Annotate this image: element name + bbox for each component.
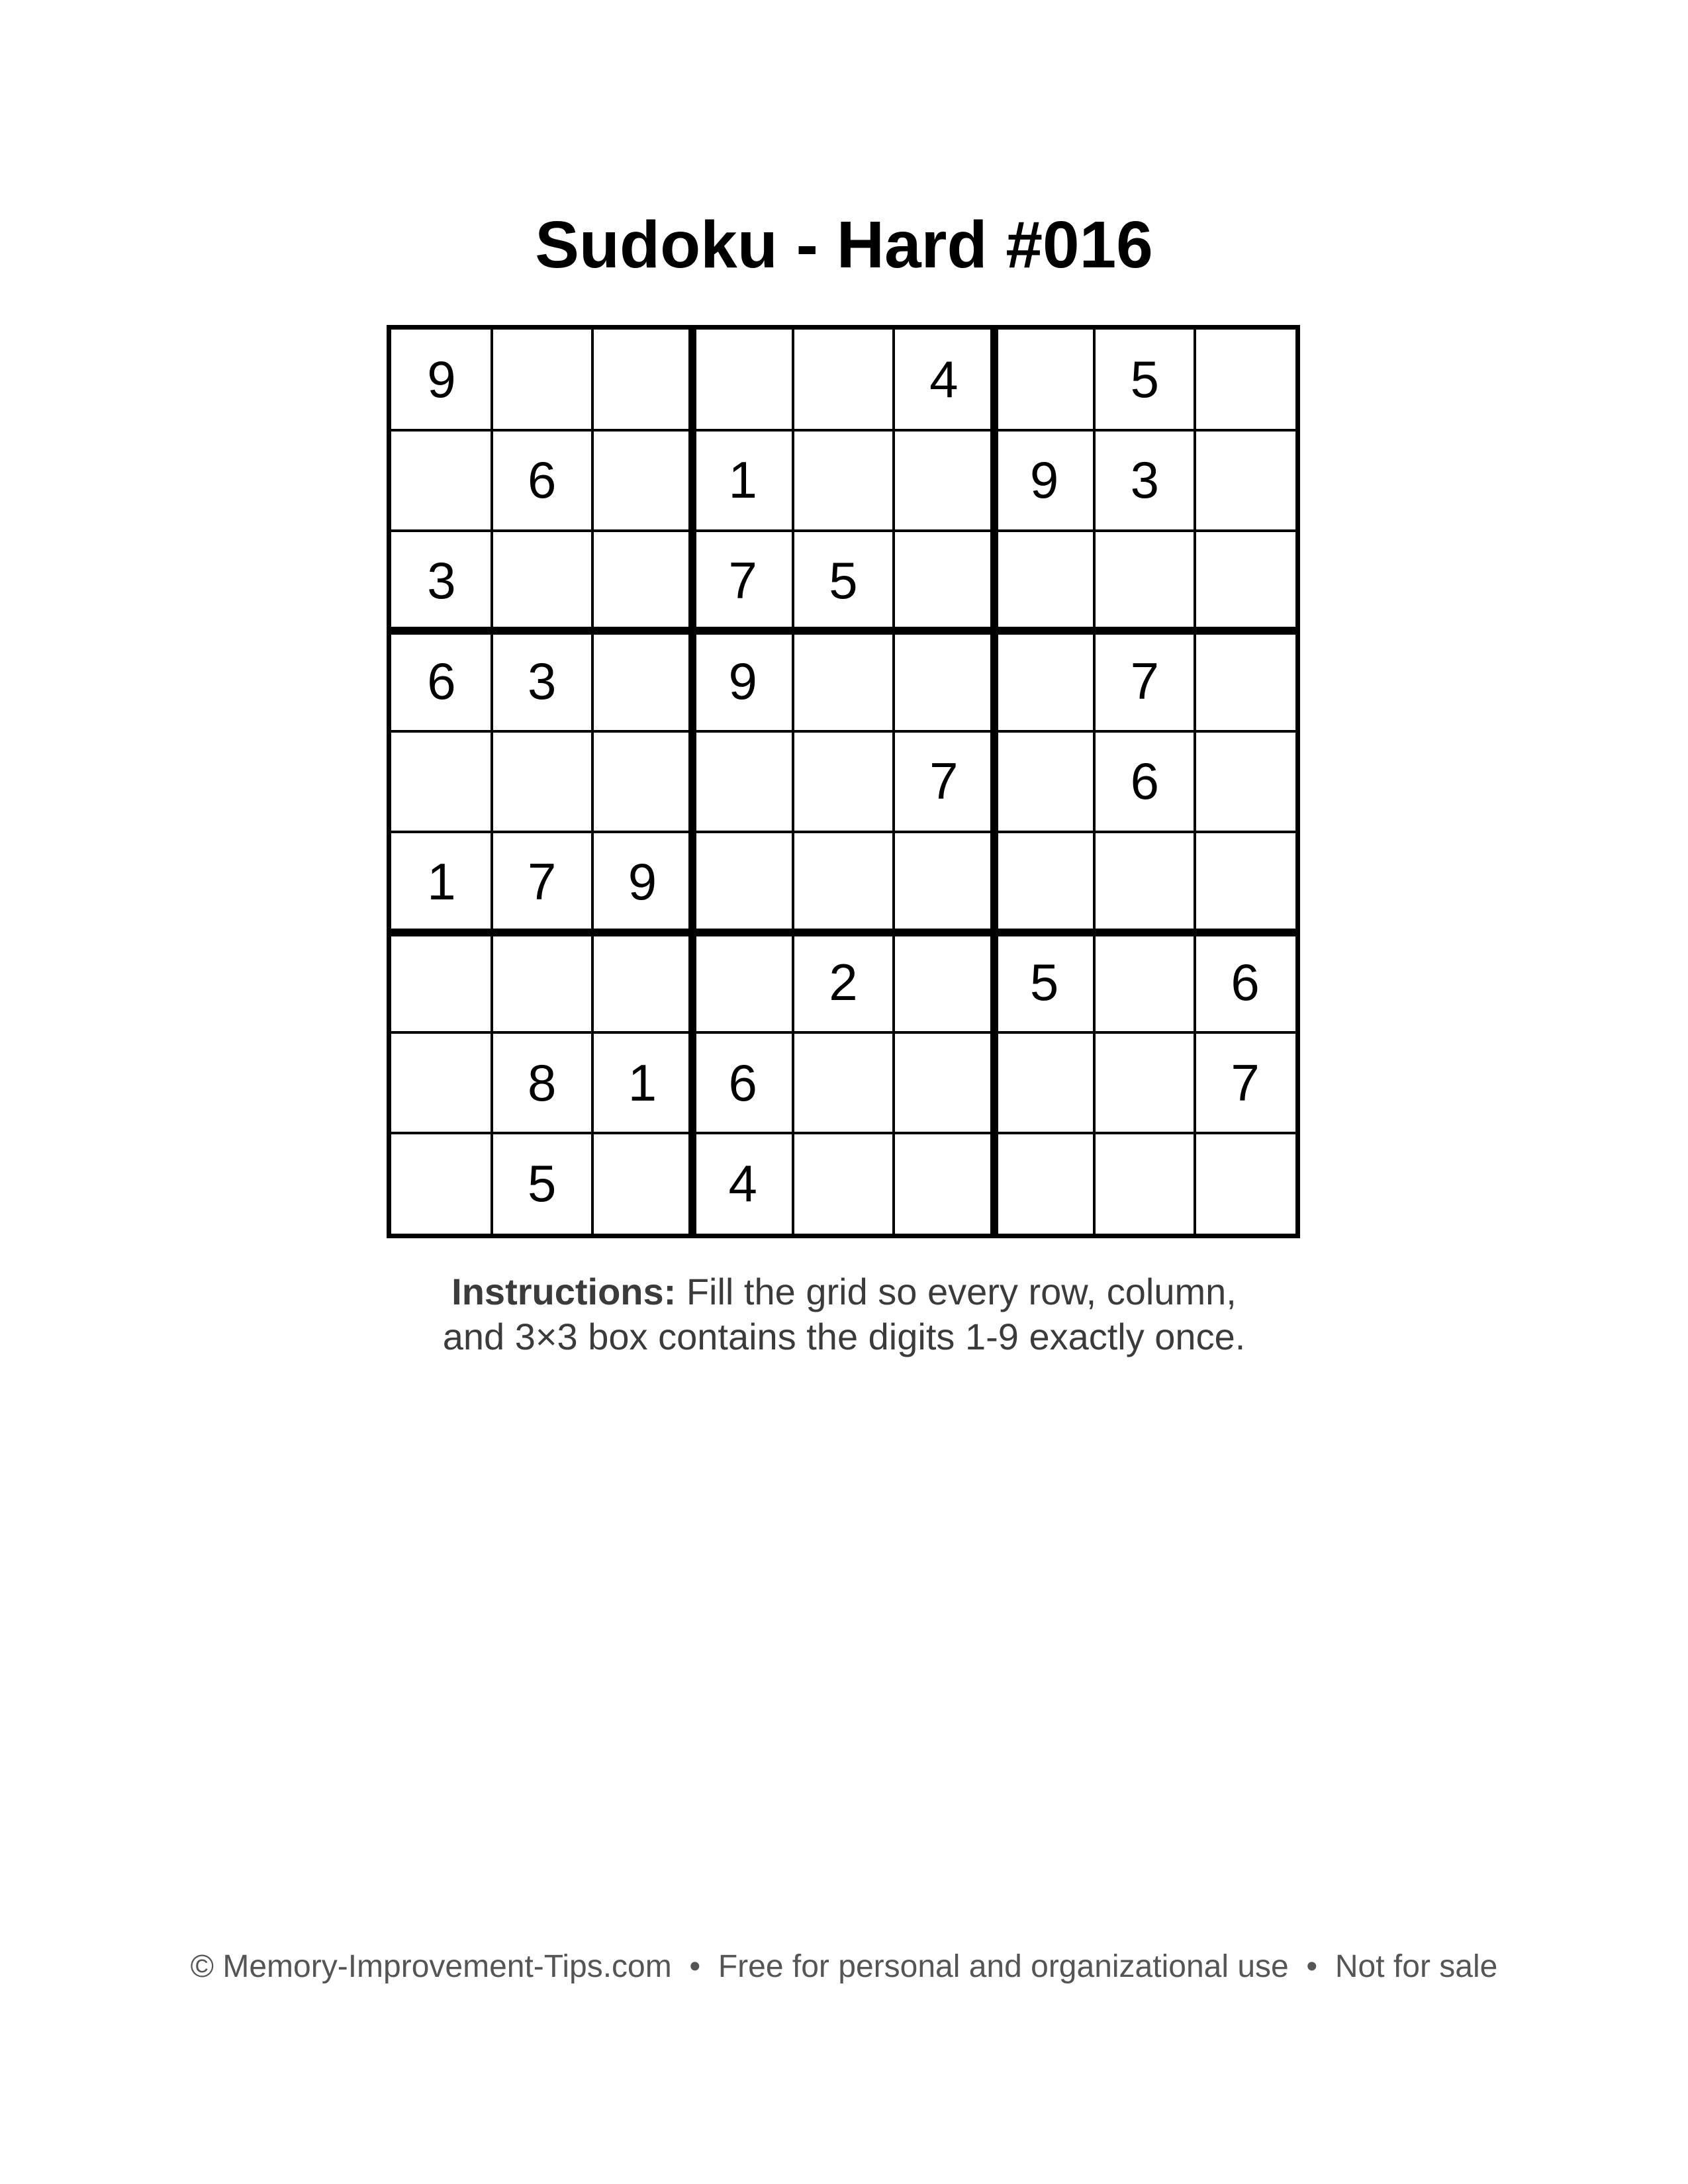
instructions-line-1 (0, 1269, 1688, 1314)
sudoku-cell[interactable]: 5 (829, 551, 858, 610)
footer-usage: Free for personal and organizational use (718, 1949, 1289, 1984)
sudoku-cell[interactable] (1195, 1133, 1295, 1234)
footer-separator: • (689, 1949, 701, 1984)
sudoku-cell[interactable]: 9 (728, 651, 757, 710)
sudoku-cell[interactable] (592, 1133, 693, 1234)
sudoku-cell[interactable] (894, 832, 994, 933)
sudoku-cell[interactable]: 6 (1130, 752, 1160, 811)
sudoku-cell[interactable] (692, 330, 793, 430)
sudoku-cell[interactable]: 6 (427, 651, 456, 710)
sudoku-cell[interactable] (793, 832, 894, 933)
sudoku-cell[interactable]: 4 (929, 350, 959, 409)
sudoku-cell[interactable]: 6 (527, 451, 557, 510)
sudoku-cell[interactable] (1094, 1133, 1195, 1234)
sudoku-cell[interactable]: 6 (728, 1053, 757, 1112)
sudoku-cell[interactable]: 5 (1029, 953, 1059, 1012)
sudoku-cell[interactable]: 3 (1130, 451, 1160, 510)
instructions (0, 1269, 1688, 1359)
instructions-label: Instructions: (451, 1271, 677, 1312)
sudoku-cell[interactable] (793, 731, 894, 832)
sudoku-cell[interactable] (894, 430, 994, 531)
sudoku-cell[interactable]: 7 (1130, 651, 1160, 710)
sudoku-cell[interactable] (894, 933, 994, 1033)
sudoku-cell[interactable]: 8 (527, 1053, 557, 1112)
sudoku-cell[interactable]: 3 (427, 551, 456, 610)
instructions-text-1: Fill the grid so every row, column, (676, 1271, 1237, 1312)
sudoku-cell[interactable]: 5 (1130, 350, 1160, 409)
sudoku-cell[interactable]: 4 (728, 1154, 757, 1212)
sudoku-cell[interactable] (492, 933, 592, 1033)
sudoku-cell[interactable] (391, 933, 492, 1033)
sudoku-cell[interactable]: 7 (1231, 1053, 1260, 1112)
sudoku-cell[interactable] (1094, 933, 1195, 1033)
sudoku-cell[interactable] (793, 330, 894, 430)
sudoku-cell[interactable]: 1 (628, 1053, 657, 1112)
sudoku-cell[interactable] (692, 832, 793, 933)
sudoku-cell[interactable] (492, 531, 592, 631)
sudoku-cell[interactable]: 7 (929, 752, 959, 811)
sudoku-cell[interactable] (994, 631, 1095, 731)
sudoku-grid (387, 325, 1300, 1238)
sudoku-cell[interactable] (492, 330, 592, 430)
sudoku-cell[interactable] (793, 1133, 894, 1234)
sudoku-cell[interactable] (391, 731, 492, 832)
sudoku-cell[interactable] (994, 832, 1095, 933)
sudoku-cell[interactable] (1094, 832, 1195, 933)
sudoku-cell[interactable] (1195, 731, 1295, 832)
sudoku-cell[interactable] (1195, 832, 1295, 933)
sudoku-cell[interactable] (391, 1032, 492, 1133)
sudoku-cell[interactable]: 1 (427, 852, 456, 911)
footer-copyright: © Memory-Improvement-Tips.com (190, 1949, 672, 1984)
sudoku-cell[interactable] (592, 330, 693, 430)
sudoku-cell[interactable] (894, 1133, 994, 1234)
instructions-text-2: and 3×3 box contains the digits 1-9 exactly once. (442, 1316, 1246, 1357)
sudoku-cell[interactable]: 7 (728, 551, 757, 610)
sudoku-cell[interactable] (793, 430, 894, 531)
sudoku-cell[interactable] (592, 531, 693, 631)
sudoku-cell[interactable] (1195, 430, 1295, 531)
sudoku-cell[interactable]: 6 (1231, 953, 1260, 1012)
footer-separator: • (1306, 1949, 1318, 1984)
sudoku-cell[interactable] (692, 731, 793, 832)
sudoku-cell[interactable] (692, 933, 793, 1033)
sudoku-cell[interactable] (1094, 531, 1195, 631)
footer (0, 1946, 1688, 1988)
sudoku-cell[interactable] (894, 1032, 994, 1133)
sudoku-cell[interactable]: 9 (628, 852, 657, 911)
sudoku-cell[interactable] (793, 1032, 894, 1133)
sudoku-cell[interactable] (994, 531, 1095, 631)
sudoku-cell[interactable] (1195, 531, 1295, 631)
sudoku-cell[interactable] (592, 731, 693, 832)
sudoku-cell[interactable] (994, 731, 1095, 832)
sudoku-cell[interactable] (1195, 330, 1295, 430)
sudoku-cell[interactable]: 3 (527, 651, 557, 710)
sudoku-cell[interactable] (492, 731, 592, 832)
sudoku-cell[interactable] (592, 933, 693, 1033)
sudoku-cell[interactable]: 9 (427, 350, 456, 409)
sudoku-cell[interactable] (592, 430, 693, 531)
sudoku-cell[interactable]: 7 (527, 852, 557, 911)
sudoku-cell[interactable] (894, 631, 994, 731)
sudoku-cell[interactable] (994, 1133, 1095, 1234)
sudoku-cell[interactable] (994, 1032, 1095, 1133)
sudoku-cell[interactable] (391, 1133, 492, 1234)
sudoku-cell[interactable]: 1 (728, 451, 757, 510)
sudoku-cell[interactable]: 2 (829, 953, 858, 1012)
footer-sale: Not for sale (1335, 1949, 1498, 1984)
sudoku-cell[interactable] (1094, 1032, 1195, 1133)
puzzle-title: Sudoku - Hard #016 (535, 208, 1153, 282)
sudoku-cell[interactable] (391, 430, 492, 531)
sudoku-cell[interactable] (1195, 631, 1295, 731)
sudoku-cell[interactable]: 5 (527, 1154, 557, 1212)
sudoku-cell[interactable] (894, 531, 994, 631)
sudoku-cell[interactable] (592, 631, 693, 731)
sudoku-cell[interactable] (793, 631, 894, 731)
sudoku-cell[interactable] (994, 330, 1095, 430)
sudoku-cell[interactable]: 9 (1029, 451, 1059, 510)
